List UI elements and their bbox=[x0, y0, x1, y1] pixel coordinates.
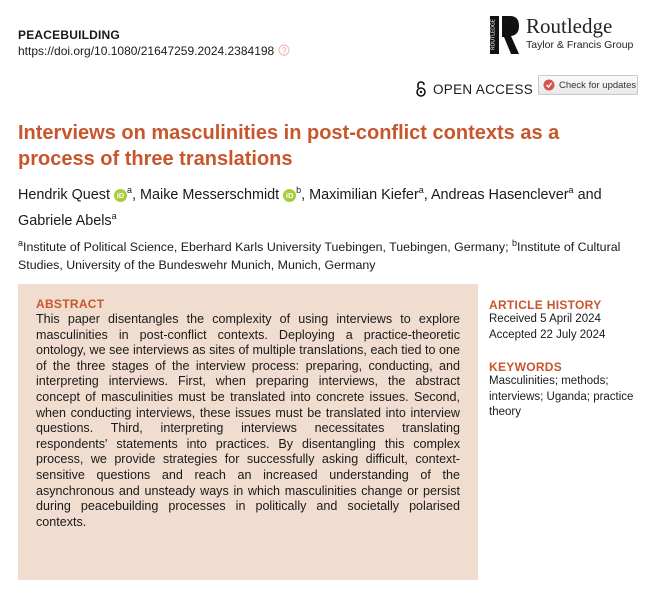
author-name[interactable]: Maike Messerschmidt bbox=[140, 186, 280, 203]
author-name[interactable]: Hendrik Quest bbox=[18, 186, 110, 203]
crossmark-icon[interactable] bbox=[278, 44, 290, 58]
open-access-badge bbox=[415, 81, 533, 97]
orcid-icon[interactable]: iD bbox=[114, 189, 127, 202]
article-title: Interviews on masculinities in post-conflict contexts as a process of three translations bbox=[18, 122, 560, 170]
check-updates-label: Check for updates bbox=[559, 79, 637, 91]
author-name[interactable]: and Gabriele Abels bbox=[18, 186, 602, 229]
abstract-text: This paper disentangles the complexity of using interviews to explore masculinities in post-conflict contexts. Deploying a practice-theoretic ontology, we see interviews as sites of multiple translations, each tied to one of the three stages of the interview process: preparing, conducting, and interpreting interviews. First, when preparing interviews, the abstract concept of masculinities must be translated into concrete issues. Second, when conducting interviews, these issues must be translated into interview questions. Third, interpreting interviews necessitates translating respondents' statements into practices. By disentangling this complex process, we provide strategies for successfully asking difficult, context-sensitive questions and reach an increased understanding of the asynchronous and unsteady ways in which masculinities change or persist during peacebuilding processes in politically and societally polarised contexts. bbox=[36, 312, 460, 529]
affiliation-text: Institute of Cultural Studies, University of the Bundeswehr Munich, Munich, Germany bbox=[18, 240, 621, 273]
author-name[interactable]: Maximilian Kiefer bbox=[309, 186, 419, 203]
keywords-heading: KEYWORDS bbox=[489, 360, 563, 374]
affiliation-marker: a bbox=[568, 185, 574, 195]
abstract-heading: ABSTRACT bbox=[36, 297, 105, 311]
author-separator: , bbox=[301, 186, 310, 203]
keywords-text: Masculinities; methods; interviews; Uganda; practice theory bbox=[489, 375, 634, 418]
check-for-updates-button[interactable] bbox=[538, 75, 638, 95]
affiliations bbox=[18, 234, 648, 274]
abstract-box bbox=[18, 284, 478, 580]
author-separator: , bbox=[132, 186, 140, 203]
publisher-name: Routledge bbox=[526, 14, 613, 38]
affiliation-marker: a bbox=[111, 210, 117, 221]
author-list bbox=[18, 180, 648, 232]
routledge-logo-icon bbox=[490, 14, 520, 58]
author-name[interactable]: Andreas Hasenclever bbox=[430, 186, 569, 203]
affiliation-text: Institute of Political Science, Eberhard Karls University Tuebingen, Tuebingen, Germany; bbox=[23, 240, 513, 255]
svg-text:ROUTLEDGE: ROUTLEDGE bbox=[490, 19, 497, 50]
affiliation-marker: b bbox=[296, 185, 302, 195]
accepted-date: Accepted 22 July 2024 bbox=[489, 328, 606, 341]
open-access-label: OPEN ACCESS bbox=[433, 81, 534, 97]
affiliation-marker: a bbox=[418, 185, 424, 195]
article-sidebar bbox=[489, 298, 649, 421]
open-lock-icon bbox=[415, 81, 427, 97]
journal-name: PEACEBUILDING bbox=[18, 28, 120, 42]
doi-link[interactable]: https://doi.org/10.1080/21647259.2024.2384198 bbox=[18, 44, 275, 58]
publisher-logo bbox=[490, 14, 633, 58]
affiliation-marker: a bbox=[126, 185, 132, 195]
author-separator: , bbox=[423, 186, 431, 203]
affiliation-marker: a bbox=[18, 238, 24, 248]
doi-line bbox=[18, 44, 290, 58]
publisher-subtitle: Taylor & Francis Group bbox=[526, 39, 634, 51]
received-date: Received 5 April 2024 bbox=[489, 313, 601, 325]
orcid-icon[interactable]: iD bbox=[283, 189, 296, 202]
affiliation-marker: b bbox=[512, 238, 518, 248]
article-history-heading: ARTICLE HISTORY bbox=[489, 298, 602, 312]
crossmark-icon bbox=[543, 79, 555, 91]
